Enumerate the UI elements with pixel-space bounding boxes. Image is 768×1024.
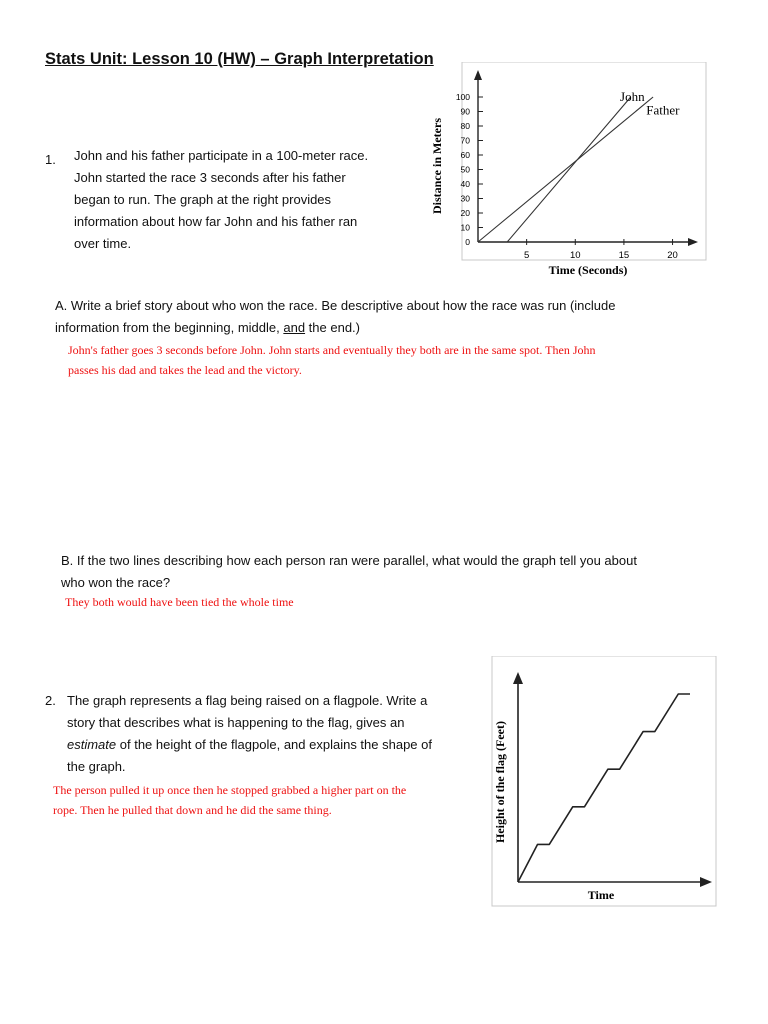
race-y-tick-label: 50 — [460, 164, 470, 175]
underlined-word: and — [283, 320, 306, 335]
question-2-number: 2. — [45, 693, 56, 708]
race-y-tick-label: 80 — [460, 121, 470, 131]
race-x-arrow-icon — [688, 238, 698, 246]
question-1-line: John and his father participate in a 100-meter race. — [74, 148, 369, 163]
part-a-prompt — [55, 295, 735, 339]
question-1-text — [74, 145, 424, 255]
flag-x-axis-label: Time — [587, 888, 615, 902]
question-1-line: John started the race 3 seconds after his father — [74, 170, 346, 185]
race-x-axis-label: Time (Seconds) — [548, 263, 628, 277]
flag-y-axis-label: Height of the flag (Feet) — [493, 721, 507, 843]
prompt-text: information from the beginning, middle, — [55, 320, 284, 335]
flag-chart — [488, 656, 718, 916]
question-1-number: 1. — [45, 152, 56, 167]
race-y-tick-label: 10 — [460, 222, 470, 233]
flag-height-line — [518, 694, 690, 882]
part-a-answer — [68, 340, 748, 380]
question-2-answer-line: The person pulled it up once then he stopped grabbed a higher part on the — [53, 783, 407, 797]
race-series-line-father — [478, 97, 653, 242]
prompt-text: the end.) — [305, 320, 360, 335]
question-2-line: the graph. — [67, 759, 126, 774]
race-series-label-father: Father — [646, 102, 680, 118]
race-chart-frame — [462, 62, 706, 260]
question-1-line: over time. — [74, 236, 132, 251]
race-y-tick-label: 70 — [460, 135, 470, 146]
question-2-line — [67, 734, 467, 756]
race-y-tick-label: 40 — [460, 179, 470, 189]
flag-x-arrow-icon — [700, 877, 712, 887]
race-x-tick-label: 20 — [667, 250, 678, 261]
part-a-prompt-line: A. Write a brief story about who won the race. Be descriptive about how the race was run (include — [55, 298, 616, 313]
race-x-tick-label: 10 — [569, 250, 581, 261]
race-series-label-john: John — [620, 89, 645, 104]
question-2-text — [67, 690, 467, 778]
part-a-prompt-line — [55, 317, 735, 339]
race-y-axis-label: Distance in Meters — [430, 118, 444, 214]
question-1-line: began to run. The graph at the right provides — [74, 192, 332, 207]
question-1-line: information about how far John and his father ran — [74, 214, 358, 229]
emphasis-word: estimate — [67, 737, 117, 752]
race-y-tick-label: 100 — [455, 92, 470, 102]
part-b-prompt-line: B. If the two lines describing how each person ran were parallel, what would the graph tell you about — [61, 553, 637, 568]
race-y-arrow-icon — [474, 70, 482, 80]
part-a-answer-line: passes his dad and takes the lead and the victory. — [68, 363, 302, 377]
question-2-line: The graph represents a flag being raised on a flagpole. Write a — [67, 693, 428, 708]
question-2-line: story that describes what is happening to the flag, gives an — [67, 715, 405, 730]
race-x-tick-label: 5 — [523, 250, 530, 261]
race-x-tick-label: 15 — [618, 250, 630, 261]
race-chart — [430, 62, 708, 282]
part-b-answer: They both would have been tied the whole time — [65, 595, 294, 609]
race-y-tick-label: 20 — [460, 208, 470, 218]
flag-y-arrow-icon — [513, 672, 523, 684]
race-y-tick-label: 30 — [460, 193, 470, 204]
race-y-tick-label: 90 — [460, 106, 470, 117]
question-2-answer-line: rope. Then he pulled that down and he did the same thing. — [53, 803, 332, 817]
question-2-answer — [53, 780, 473, 820]
part-a-answer-line: John's father goes 3 seconds before John. John starts and eventually they both are in the same spot. Then John — [68, 343, 596, 357]
race-y-tick-label: 0 — [465, 237, 470, 247]
question-2-text-run: of the height of the flagpole, and explains the shape of — [116, 737, 432, 752]
race-series-line-john — [507, 97, 631, 242]
page-title: Stats Unit: Lesson 10 (HW) – Graph Interpretation — [45, 50, 434, 68]
race-y-tick-label: 60 — [460, 150, 470, 160]
part-b-prompt-line: who won the race? — [61, 575, 171, 590]
part-b-prompt — [61, 550, 741, 594]
